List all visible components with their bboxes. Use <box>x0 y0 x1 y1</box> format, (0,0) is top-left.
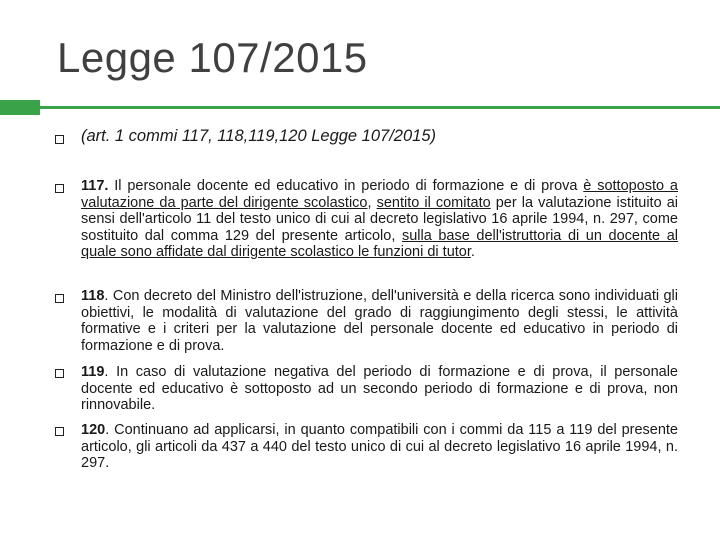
paragraph-number: 117. <box>81 178 109 194</box>
paragraph-number: 120 <box>81 422 106 438</box>
paragraph-number: 119 <box>81 364 105 380</box>
square-bullet-icon <box>55 184 64 193</box>
paragraph-text: . Continuano ad applicarsi, in quanto compatibili con i commi da 115 a 119 del presente articolo, gli articoli da 437 a 440 del testo unico di cui al decreto legislativo 16 aprile 1994, n. 297. <box>81 422 678 472</box>
paragraph-117 <box>81 178 678 261</box>
paragraph-text: . Con decreto del Ministro dell'istruzione, dell'università e della ricerca sono individuati gli obiettivi, le modalità di valutazione del grado di raggiungimento degli stessi, le attività formative e i criteri per la valutazione del personale docente ed educativo in periodo di formazione e di prova. <box>81 288 678 354</box>
underlined-text: sulla base dell'istruttoria di un docente al quale sono affidate dal dirigente scolastico le funzioni di tutor <box>81 227 678 261</box>
paragraph-text: . In caso di valutazione negativa del periodo di formazione e di prova, il personale docente ed educativo è sottoposto ad un secondo periodo di formazione e di prova, non rinnovabile. <box>81 364 678 414</box>
law-reference: (art. 1 commi 117, 118,119,120 Legge 107/2015) <box>81 127 436 145</box>
underlined-text: sentito il comitato <box>376 194 491 211</box>
square-bullet-icon <box>55 294 64 303</box>
paragraph-text: Il personale docente ed educativo in periodo di formazione e di prova <box>108 178 584 194</box>
paragraph-119 <box>81 364 678 414</box>
title-accent-bar <box>0 100 40 115</box>
paragraph-number: 118 <box>81 288 105 304</box>
paragraph-120 <box>81 422 678 472</box>
square-bullet-icon <box>55 427 64 436</box>
paragraph-118 <box>81 288 678 354</box>
square-bullet-icon <box>55 135 64 144</box>
slide-title: Legge 107/2015 <box>57 34 368 81</box>
paragraph-text: , <box>367 194 377 211</box>
title-divider-line <box>40 106 720 109</box>
paragraph-text: per la valutazione istituito ai sensi dell'articolo 11 del testo unico di cui al decreto legislativo 16 aprile 1994, n. 297, come sostituito dal comma 129 del presente articolo, <box>81 194 678 244</box>
square-bullet-icon <box>55 369 64 378</box>
paragraph-text: . <box>470 244 475 261</box>
underlined-text: è sottoposto a valutazione da parte del dirigente scolastico <box>81 178 678 211</box>
